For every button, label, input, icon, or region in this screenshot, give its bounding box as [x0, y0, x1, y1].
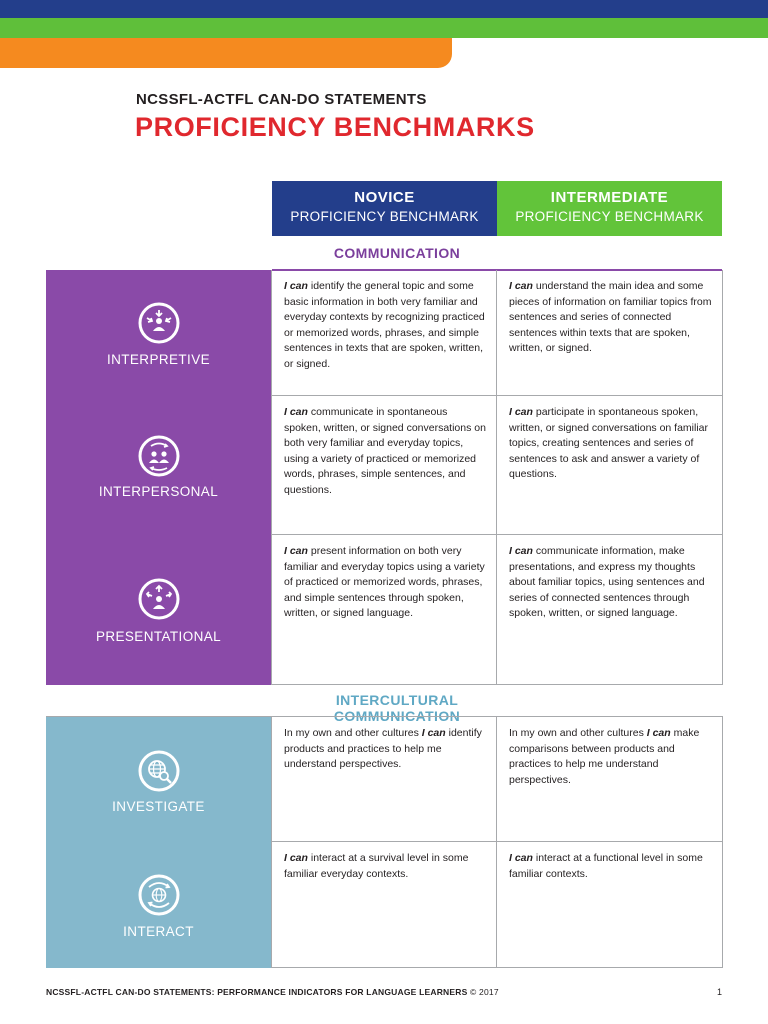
- top-stripe-blue: [0, 0, 768, 18]
- top-stripe-green: [0, 18, 768, 38]
- cell-novice-interpretive: [271, 270, 497, 396]
- statement-text: communicate information, make presentations, and express my thoughts about familiar topics, using sentences and series of connected sentences through spoken, written, or signed language.: [509, 545, 705, 620]
- interpersonal-exchange-icon: [137, 434, 181, 478]
- column-level-intermediate: INTERMEDIATE: [550, 189, 669, 206]
- i-can-emphasis: I can: [421, 727, 446, 739]
- mode-label: PRESENTATIONAL: [95, 629, 222, 644]
- top-stripe-orange: [0, 38, 452, 68]
- page-title: PROFICIENCY BENCHMARKS: [135, 112, 535, 142]
- row-presentational: [46, 535, 723, 685]
- row-interact: [46, 842, 723, 968]
- mode-cell-interpretive: [46, 270, 271, 396]
- statement-text: interact at a functional level in some familiar contexts.: [509, 852, 703, 880]
- statement-text: understand the main idea and some pieces of information on familiar topics from sentences and series of connected sentences within texts that are spoken, written, or signed.: [509, 280, 712, 355]
- i-can-emphasis: I can: [509, 280, 533, 292]
- globe-magnifier-icon: [137, 749, 181, 793]
- statement-text: participate in spontaneous spoken, written, or signed conversations on familiar topics, creating sentences and series of sentences to ask and answer a variety of questions.: [509, 406, 709, 481]
- mode-label: INTERPRETIVE: [106, 352, 211, 367]
- cell-novice-interact: [271, 842, 497, 968]
- cell-intermediate-interpretive: [497, 270, 723, 396]
- page-number: 1: [717, 987, 723, 997]
- column-header-novice: [272, 181, 497, 236]
- mode-label: INTERPERSONAL: [98, 484, 219, 499]
- row-interpersonal: [46, 396, 723, 535]
- statement-prefix: In my own and other cultures: [509, 727, 647, 739]
- column-subtitle-intermediate: PROFICIENCY BENCHMARK: [515, 209, 704, 224]
- i-can-emphasis: I can: [284, 406, 308, 418]
- statement-text: identify products and practices to help me understand perspectives.: [284, 727, 482, 771]
- mode-label: INVESTIGATE: [112, 799, 205, 814]
- column-header-intermediate: [497, 181, 722, 236]
- section-communication: COMMUNICATION: [333, 245, 461, 261]
- mode-cell-interpersonal: [46, 396, 271, 535]
- column-subtitle-novice: PROFICIENCY BENCHMARK: [290, 209, 479, 224]
- row-interpretive: [46, 270, 723, 396]
- footer-copyright: © 2017: [470, 987, 499, 997]
- globe-cycle-arrows-icon: [137, 873, 181, 917]
- mode-cell-investigate: [46, 717, 271, 842]
- i-can-emphasis: I can: [646, 727, 671, 739]
- mode-cell-interact: [46, 842, 271, 968]
- i-can-emphasis: I can: [284, 852, 308, 864]
- statement-prefix: In my own and other cultures: [284, 727, 422, 739]
- footer-title: NCSSFL-ACTFL CAN-DO STATEMENTS: PERFORMANCE INDICATORS FOR LANGUAGE LEARNERS: [46, 987, 468, 997]
- cell-intermediate-presentational: [497, 535, 723, 685]
- section-intercultural-communication: INTERCULTURAL COMMUNICATION: [333, 692, 461, 724]
- document-kicker: NCSSFL-ACTFL CAN-DO STATEMENTS: [136, 91, 427, 108]
- interpretive-arrows-inward-icon: [137, 301, 181, 345]
- i-can-emphasis: I can: [509, 545, 533, 557]
- cell-intermediate-interpersonal: [497, 396, 723, 535]
- i-can-emphasis: I can: [284, 545, 308, 557]
- column-level-novice: NOVICE: [354, 189, 415, 206]
- statement-text: communicate in spontaneous spoken, written, or signed conversations on both very familiar and everyday topics, using a variety of practiced or memorized words, phrases, simple sentences, and questions.: [284, 406, 486, 496]
- cell-novice-investigate: [271, 717, 497, 842]
- cell-intermediate-investigate: [497, 717, 723, 842]
- statement-text: make comparisons between products and practices to help me understand perspectives.: [509, 727, 700, 786]
- i-can-emphasis: I can: [509, 406, 533, 418]
- presentational-arrows-outward-icon: [137, 577, 181, 621]
- i-can-emphasis: I can: [284, 280, 308, 292]
- row-investigate: [46, 716, 723, 842]
- i-can-emphasis: I can: [509, 852, 533, 864]
- statement-text: interact at a survival level in some familiar everyday contexts.: [284, 852, 469, 880]
- cell-novice-interpersonal: [271, 396, 497, 535]
- cell-intermediate-interact: [497, 842, 723, 968]
- footer: [46, 987, 499, 997]
- statement-text: identify the general topic and some basic information in both very familiar and everyday contexts by recognizing practiced or memorized words, phrases, and simple sentences in texts that are spoken, written, or signed.: [284, 280, 485, 370]
- statement-text: present information on both very familiar and everyday topics using a variety of practiced or memorized words, phrases, and simple sentences through spoken, written, or signed language.: [284, 545, 485, 620]
- mode-cell-presentational: [46, 535, 271, 685]
- mode-label: INTERACT: [123, 924, 194, 939]
- cell-novice-presentational: [271, 535, 497, 685]
